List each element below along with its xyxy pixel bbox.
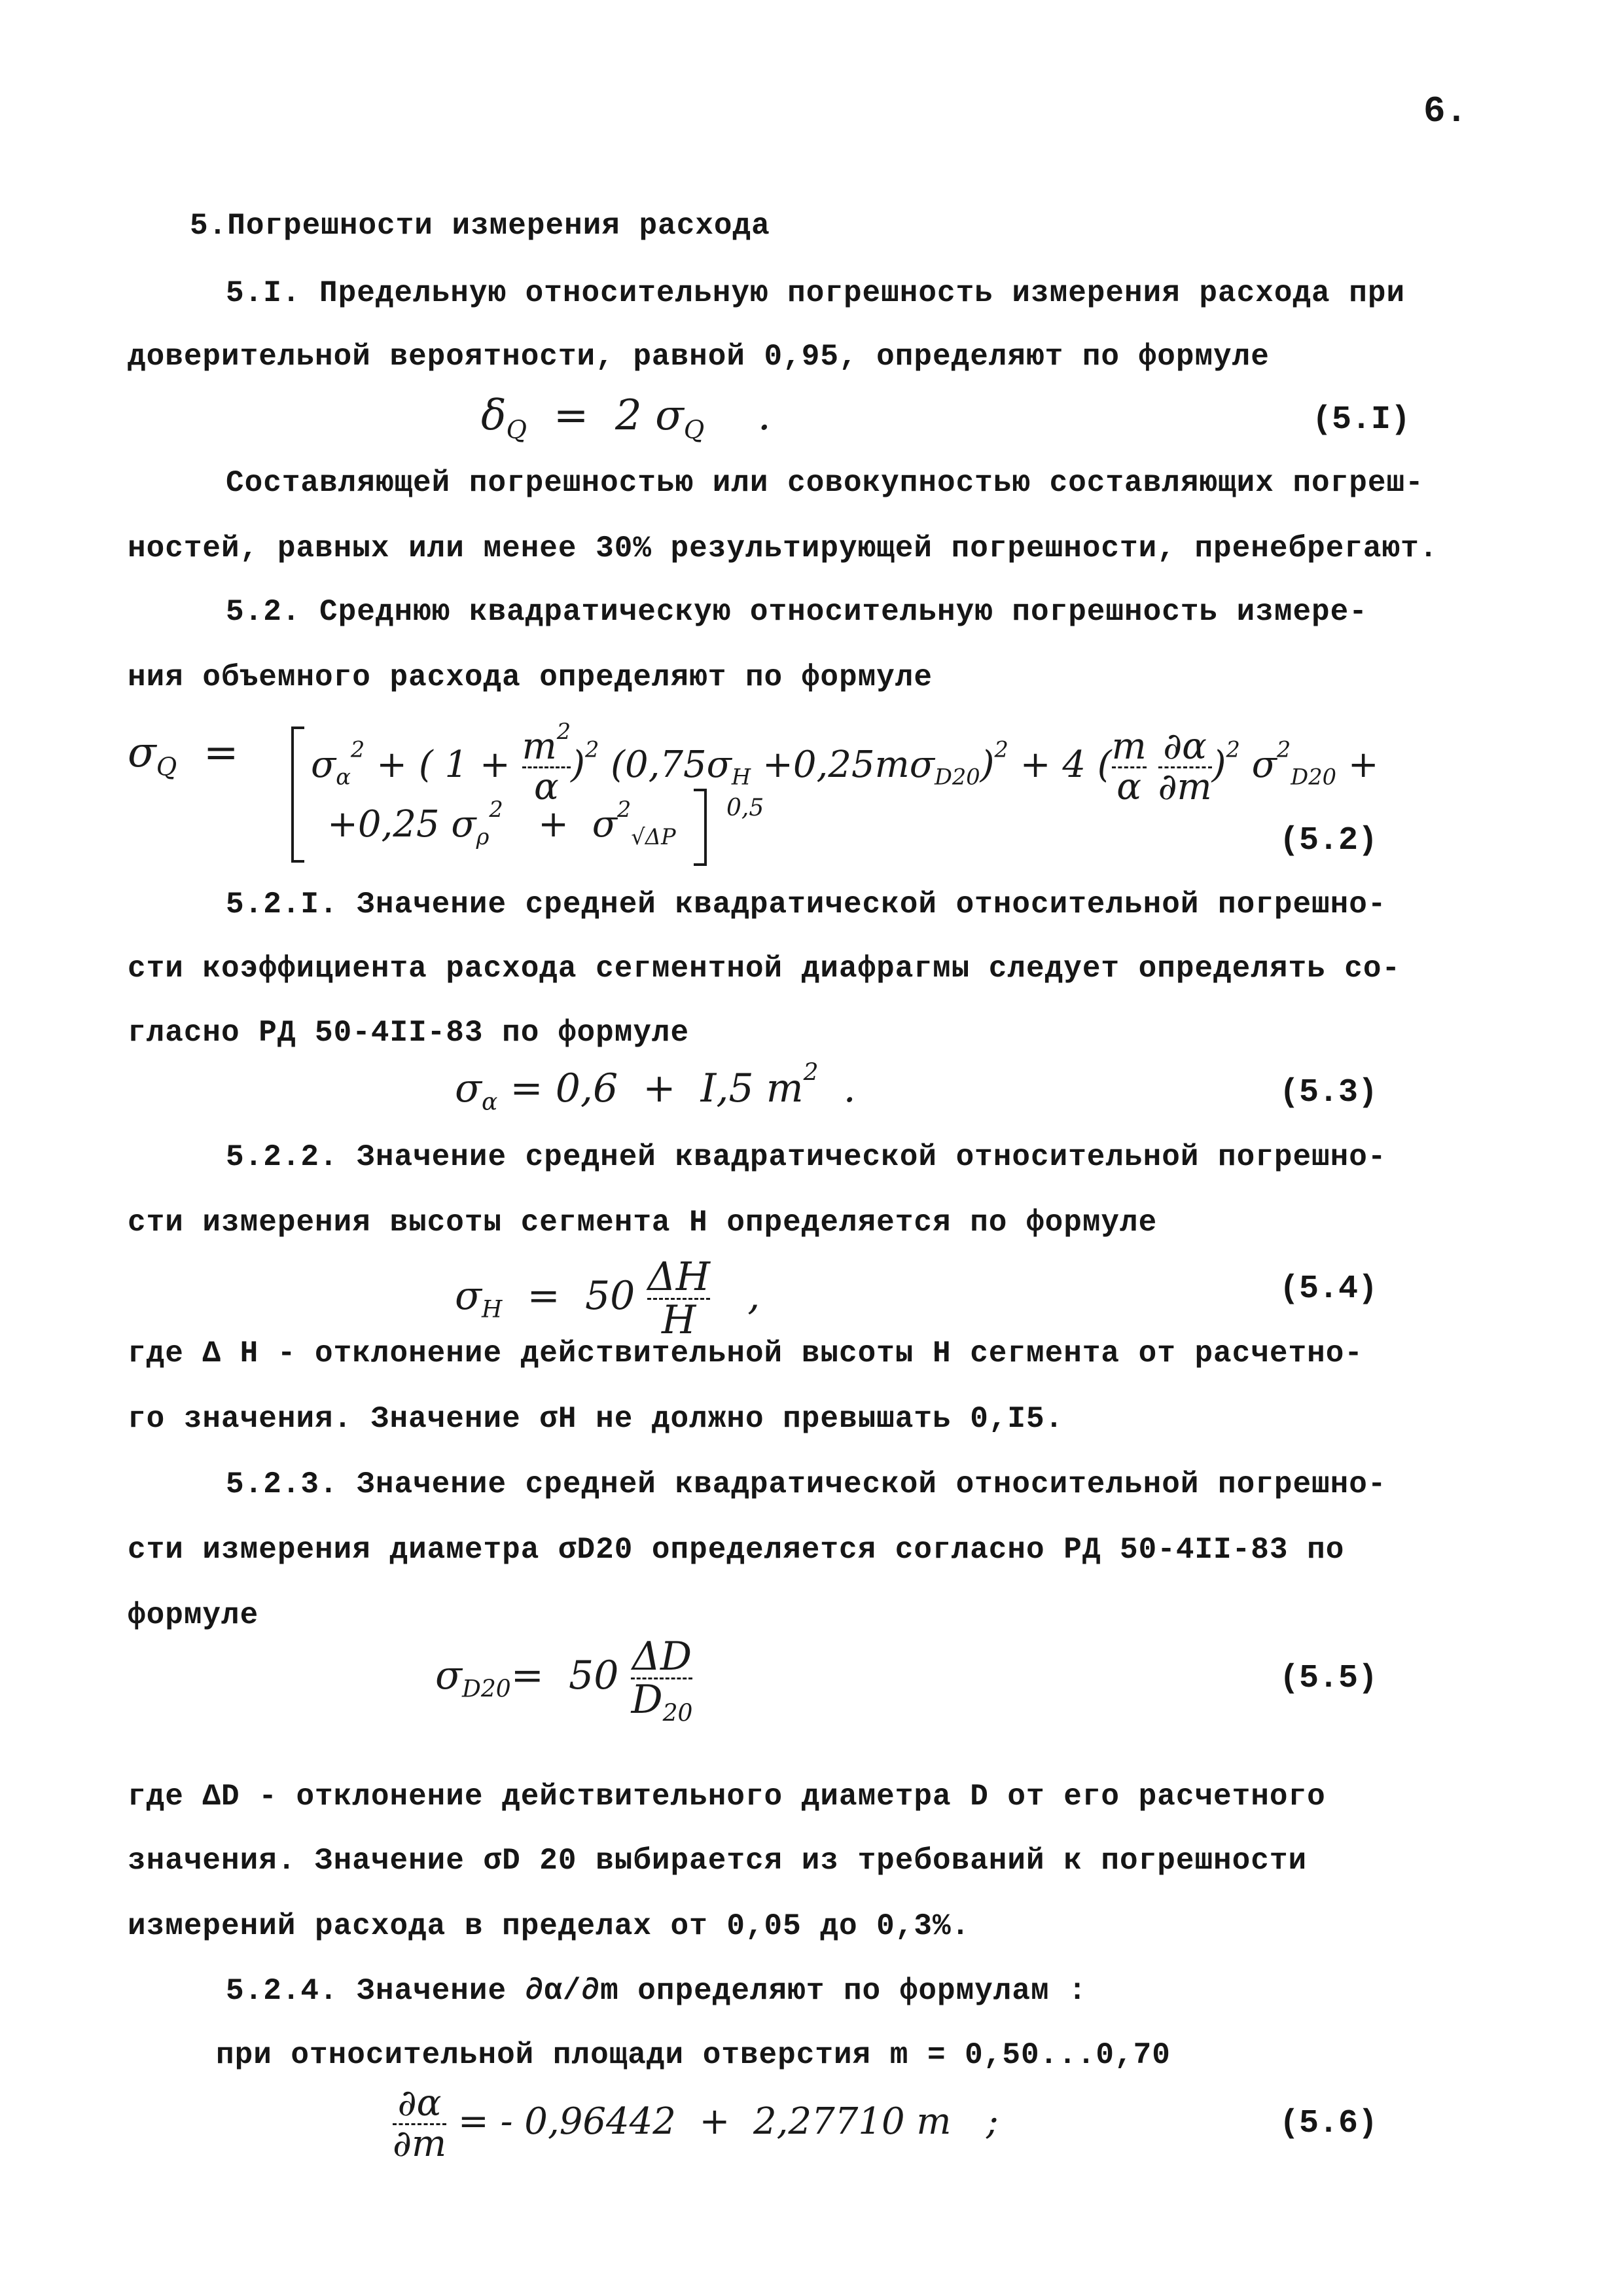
equation-number-5-6: (5.6) [1279, 2105, 1378, 2142]
equation-number-5-2: (5.2) [1279, 822, 1378, 859]
paragraph-5-2-3-where-1: где ΔD - отклонение действительного диаметра D от его расчетного [128, 1780, 1326, 1814]
formula-5-2-right-bracket [694, 789, 707, 866]
paragraph-5-2-3-where-2: значения. Значение σD 20 выбирается из требований к погрешности [128, 1844, 1308, 1878]
paragraph-5-2-1-line-2: сти коэффициента расхода сегментной диафрагмы следует определять со- [128, 952, 1401, 986]
formula-5-6: $\frac{\partial\alpha}{\partial m}$ = - 0,96442 + 2,27710 m ; [393, 2082, 999, 2165]
equation-number-5-1: (5.I) [1312, 401, 1411, 439]
formula-5-4: $\sigma_H = 50$ $\frac{\Delta H}{H}$ , [455, 1254, 760, 1343]
paragraph-5-2-1-line-3: гласно РД 50-4II-83 по формуле [128, 1016, 690, 1050]
formula-5-2-line-1: $\sigma_\alpha^2$ + ( 1 + $\frac{m^2}{\alpha}$ )$^2$ $(0,75\sigma_H +0,25m\sigma_{D20})^2 + 4$ ( $\frac{m}{\alpha}$ $\frac{\partial\alpha}{\partial m}$ )$^2$ $\sigma^2_{D20}$ + [311, 718, 1379, 808]
paragraph-5-2-2-where-1: где Δ H - отклонение действительной высоты H сегмента от расчетно- [128, 1336, 1363, 1371]
note-line-2: ностей, равных или менее 30% результирующей погрешности, пренебрегают. [128, 531, 1438, 565]
paragraph-5-2-2-line-1: 5.2.2. Значение средней квадратической относительной погрешно- [226, 1140, 1387, 1174]
section-title: 5.Погрешности измерения расхода [190, 209, 770, 243]
paragraph-5-2-3-line-2: сти измерения диаметра σD20 определяется согласно РД 50-4II-83 по [128, 1533, 1345, 1567]
paragraph-5-2-2-where-2: го значения. Значение σH не должно превышать 0,I5. [128, 1402, 1064, 1436]
paragraph-5-2-3-where-3: измерений расхода в пределах от 0,05 до 0,3%. [128, 1909, 971, 1943]
paragraph-5-2-3-line-1: 5.2.3. Значение средней квадратической относительной погрешно- [226, 1467, 1387, 1501]
formula-5-3: $\sigma_\alpha = 0,6 + I,5$ $m^2$ . [455, 1059, 856, 1116]
paragraph-5-2-2-line-2: сти измерения высоты сегмента H определяется по формуле [128, 1206, 1158, 1240]
paragraph-5-2-line-1: 5.2. Среднюю квадратическую относительную погрешность измере- [226, 595, 1368, 629]
paragraph-5-2-3-line-3: формуле [128, 1598, 259, 1632]
note-line-1: Составляющей погрешностью или совокупностью составляющих погреш- [226, 466, 1424, 500]
formula-5-2-lhs: $\sigma_Q$ = [128, 728, 239, 782]
equation-number-5-3: (5.3) [1279, 1074, 1378, 1111]
formula-5-2-line-2: +0,25 $\sigma_\rho^2 + \sigma^2_{√\Delta P}$ [327, 796, 676, 850]
formula-5-5: $\sigma_{D20}= 50$ $\frac{\Delta D}{D_{20}}$ [435, 1634, 693, 1727]
paragraph-5-1-line-2: доверительной вероятности, равной 0,95, определяют по формуле [128, 340, 1270, 374]
equation-number-5-5: (5.5) [1279, 1660, 1378, 1697]
paragraph-5-2-4-line-2: при относительной площади отверстия m = 0,50...0,70 [216, 2038, 1171, 2072]
paragraph-5-2-line-2: ния объемного расхода определяют по формуле [128, 660, 933, 694]
equation-number-5-4: (5.4) [1279, 1270, 1378, 1308]
page-number: 6. [1423, 90, 1468, 132]
paragraph-5-2-4-line-1: 5.2.4. Значение ∂α/∂m определяют по формулам : [226, 1974, 1087, 2008]
formula-5-2-left-bracket [291, 726, 304, 863]
paragraph-5-2-1-line-1: 5.2.I. Значение средней квадратической относительной погрешно- [226, 888, 1387, 922]
formula-5-2-exponent: 0,5 [726, 795, 764, 821]
paragraph-5-1-line-1: 5.I. Предельную относительную погрешность измерения расхода при [226, 276, 1406, 310]
formula-5-1: $\delta_Q = 2$ $\sigma_Q$ . [481, 391, 771, 445]
